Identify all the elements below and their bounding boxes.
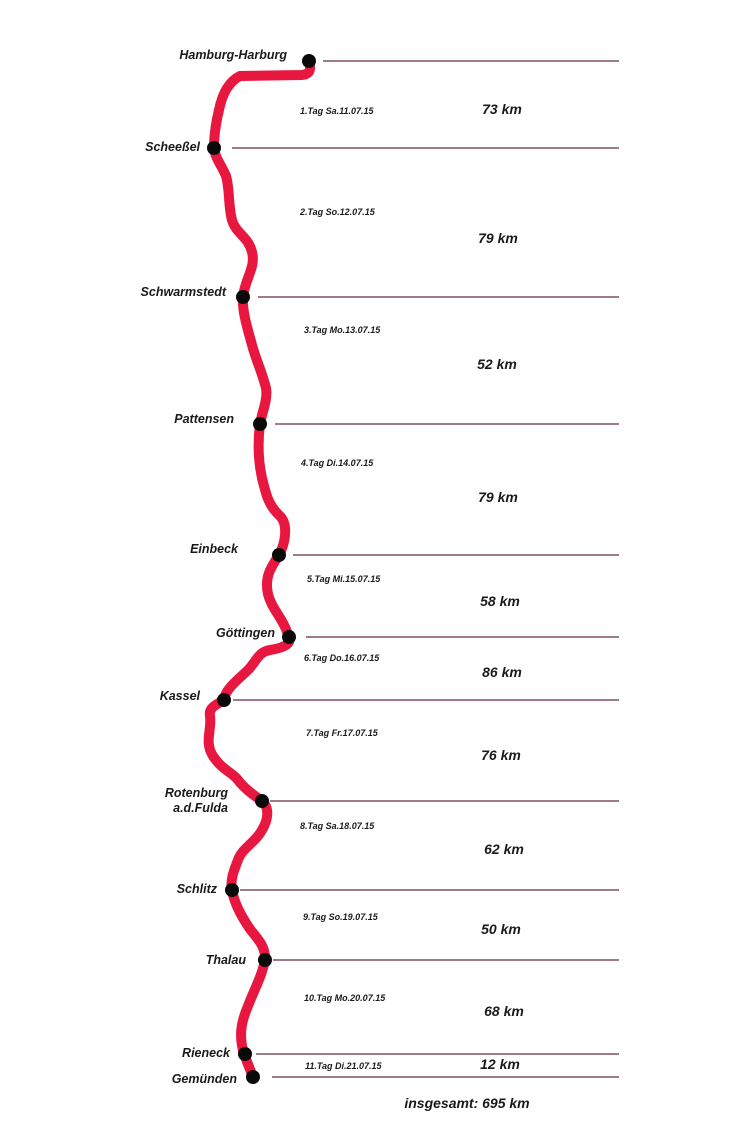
stage-distance-label: 86 km — [482, 664, 522, 680]
stop-dot — [246, 1070, 260, 1084]
stage-distance-label: 52 km — [477, 356, 517, 372]
stage-day-label: 10.Tag Mo.20.07.15 — [304, 993, 386, 1003]
stop-label: Gemünden — [171, 1072, 237, 1086]
stage-distance-label: 58 km — [480, 593, 520, 609]
stop-label: Rieneck — [182, 1046, 230, 1060]
stage-day-label: 9.Tag So.19.07.15 — [303, 912, 378, 922]
stop-label: a.d.Fulda — [173, 801, 228, 815]
stage-distance-label: 76 km — [481, 747, 521, 763]
route-path — [209, 62, 310, 1077]
text-labels — [141, 48, 530, 1111]
stop-dot — [207, 141, 221, 155]
stop-label: Schlitz — [176, 882, 217, 896]
stage-distance-label: 68 km — [484, 1003, 524, 1019]
stage-day-label: 11.Tag Di.21.07.15 — [305, 1061, 382, 1071]
stop-dot — [253, 417, 267, 431]
stop-dot — [258, 953, 272, 967]
stage-day-label: 1.Tag Sa.11.07.15 — [300, 106, 374, 116]
stop-dot — [238, 1047, 252, 1061]
stage-distance-label: 73 km — [482, 101, 522, 117]
stop-label: Göttingen — [215, 626, 275, 640]
stop-label: Thalau — [205, 953, 246, 967]
stop-label: Scheeßel — [145, 140, 200, 154]
stop-dot — [302, 54, 316, 68]
stop-dot — [225, 883, 239, 897]
stage-distance-label: 12 km — [480, 1056, 520, 1072]
stage-distance-label: 62 km — [484, 841, 524, 857]
stop-dot — [236, 290, 250, 304]
stop-label: Einbeck — [190, 542, 238, 556]
stage-day-label: 4.Tag Di.14.07.15 — [301, 458, 374, 468]
stage-distance-label: 79 km — [478, 489, 518, 505]
stop-label: Rotenburg — [164, 786, 228, 800]
stop-label: Pattensen — [174, 412, 234, 426]
stop-dot — [217, 693, 231, 707]
total-distance-label: insgesamt: 695 km — [404, 1095, 530, 1111]
stage-day-label: 5.Tag Mi.15.07.15 — [307, 574, 381, 584]
stage-distance-label: 50 km — [481, 921, 521, 937]
stop-dot — [272, 548, 286, 562]
stage-day-label: 8.Tag Sa.18.07.15 — [300, 821, 375, 831]
stage-day-label: 6.Tag Do.16.07.15 — [304, 653, 380, 663]
stop-label: Schwarmstedt — [140, 285, 226, 299]
stage-distance-label: 79 km — [478, 230, 518, 246]
stop-dot — [255, 794, 269, 808]
stop-label: Kassel — [159, 689, 200, 703]
stop-dot — [282, 630, 296, 644]
stage-day-label: 3.Tag Mo.13.07.15 — [304, 325, 381, 335]
stage-day-label: 2.Tag So.12.07.15 — [300, 207, 375, 217]
stop-label: Hamburg-Harburg — [179, 48, 287, 62]
stage-day-label: 7.Tag Fr.17.07.15 — [306, 728, 378, 738]
stage-separator-lines — [232, 61, 619, 1077]
